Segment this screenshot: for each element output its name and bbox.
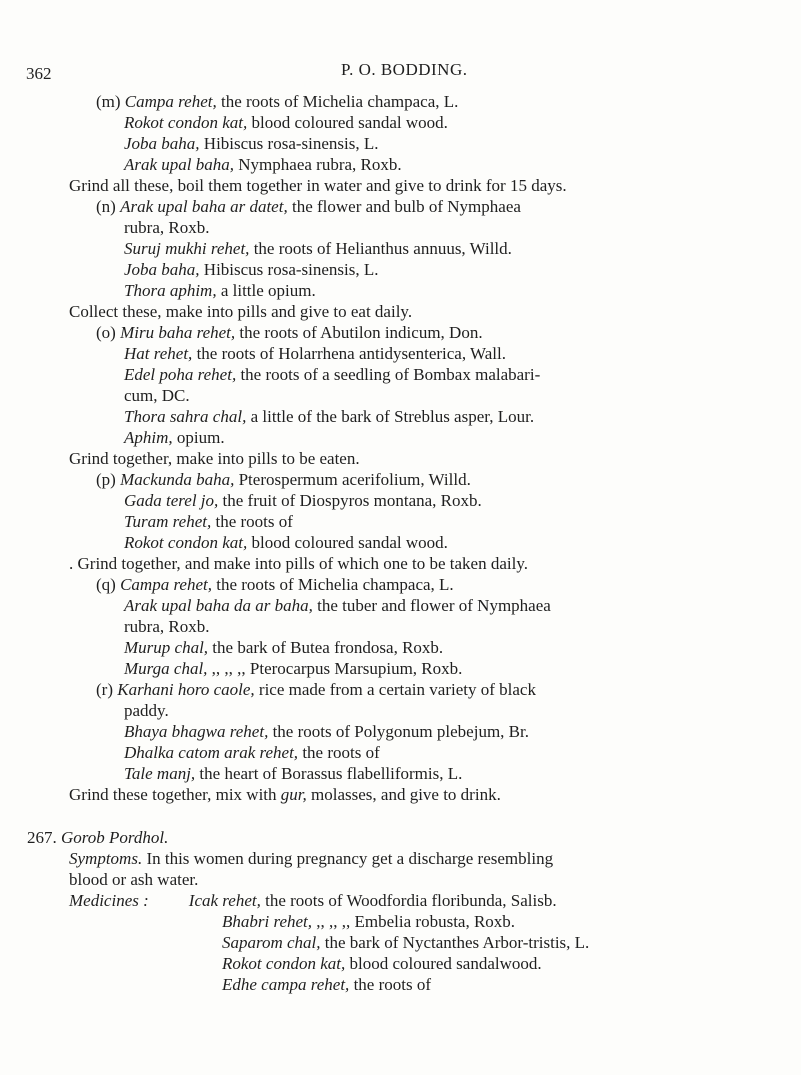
plant-description: Hibiscus rosa-sinensis, L. — [203, 260, 379, 279]
item-label: (o) — [96, 323, 116, 342]
text-line — [69, 869, 198, 890]
body-text: rubra, Roxb. — [124, 617, 210, 636]
plant-name: Gada terel jo, — [124, 491, 219, 510]
text-line — [124, 742, 380, 763]
text-line — [124, 532, 448, 553]
text-line — [124, 427, 225, 448]
text-line — [222, 911, 515, 932]
text-line — [96, 322, 483, 343]
text-line — [222, 974, 431, 995]
body-text: cum, DC. — [124, 386, 190, 405]
text-line — [124, 364, 540, 385]
plant-name: Tale manj, — [124, 764, 196, 783]
item-label: (q) — [96, 575, 116, 594]
plant-description: ,, ,, ,, Pterocarpus Marsupium, Roxb. — [211, 659, 463, 678]
body-text: paddy. — [124, 701, 169, 720]
item-label: (p) — [96, 470, 116, 489]
plant-name: Rokot condon kat, — [124, 113, 248, 132]
text-line — [124, 658, 462, 679]
plant-description: the roots of — [302, 743, 380, 762]
plant-name: Aphim, — [124, 428, 173, 447]
page-number: 362 — [26, 64, 52, 83]
item-label: (n) — [96, 197, 116, 216]
section-number: 267. — [27, 828, 57, 847]
body-text: . Grind together, and make into pills of which one to be taken daily. — [69, 554, 528, 573]
plant-description: the roots of — [353, 975, 431, 994]
text-line — [96, 574, 454, 595]
text-line — [124, 406, 534, 427]
plant-name: Turam rehet, — [124, 512, 212, 531]
plant-description: a little opium. — [220, 281, 316, 300]
term: gur, — [280, 785, 307, 804]
plant-description: the bark of Nyctanthes Arbor-tristis, L. — [324, 933, 590, 952]
plant-name: Hat rehet, — [124, 344, 193, 363]
text-line — [124, 238, 512, 259]
text-line — [124, 721, 529, 742]
plant-name: Dhalka catom arak rehet, — [124, 743, 299, 762]
plant-name: Arak upal baha, — [124, 155, 235, 174]
text-line — [96, 679, 536, 700]
plant-name: Suruj mukhi rehet, — [124, 239, 250, 258]
text-line — [96, 469, 471, 490]
text-line — [124, 133, 379, 154]
plant-description: the roots of Helianthus annuus, Willd. — [253, 239, 512, 258]
text-line — [124, 511, 293, 532]
plant-description: the roots of Polygonum plebejum, Br. — [272, 722, 529, 741]
plant-name: Campa rehet, — [120, 575, 212, 594]
plant-name: Rokot condon kat, — [222, 954, 346, 973]
plant-name: Joba baha, — [124, 134, 200, 153]
plant-name: Saparom chal, — [222, 933, 321, 952]
body-text: molasses, and give to drink. — [311, 785, 501, 804]
lead-label: Symptoms. — [69, 849, 143, 868]
plant-name: Thora aphim, — [124, 281, 217, 300]
plant-name: Murup chal, — [124, 638, 209, 657]
text-line — [124, 595, 551, 616]
plant-description: Hibiscus rosa-sinensis, L. — [203, 134, 379, 153]
body-text: Grind all these, boil them together in water and give to drink for 15 days. — [69, 176, 567, 195]
text-line — [124, 616, 209, 637]
plant-name: Joba baha, — [124, 260, 200, 279]
running-head: P. O. BODDING. — [341, 60, 468, 79]
plant-description: blood coloured sandalwood. — [349, 954, 542, 973]
body-text: Grind these together, mix with — [69, 785, 277, 804]
plant-description: the roots of a seedling of Bombax malabari- — [240, 365, 541, 384]
plant-description: the fruit of Diospyros montana, Roxb. — [222, 491, 482, 510]
body-text: Grind together, make into pills to be eaten. — [69, 449, 360, 468]
plant-name: Murga chal, — [124, 659, 208, 678]
plant-description: blood coloured sandal wood. — [251, 533, 448, 552]
plant-description: blood coloured sandal wood. — [251, 113, 448, 132]
text-line — [222, 932, 589, 953]
lead-label: Medicines : — [69, 891, 149, 910]
text-line — [69, 890, 557, 911]
text-line — [124, 217, 209, 238]
text-line — [124, 259, 379, 280]
text-line — [69, 175, 567, 196]
plant-name: Bhabri rehet, — [222, 912, 313, 931]
plant-name: Mackunda baha, — [120, 470, 235, 489]
plant-name: Rokot condon kat, — [124, 533, 248, 552]
text-line — [124, 700, 169, 721]
plant-description: Pterospermum acerifolium, Willd. — [238, 470, 471, 489]
plant-description: the roots of Holarrhena antidysenterica, Wall. — [196, 344, 506, 363]
plant-description: the tuber and flower of Nymphaea — [317, 596, 551, 615]
plant-description: a little of the bark of Streblus asper, Lour. — [250, 407, 535, 426]
plant-description: the heart of Borassus flabelliformis, L. — [199, 764, 463, 783]
text-line — [124, 385, 190, 406]
plant-description: the roots of Abutilon indicum, Don. — [239, 323, 483, 342]
plant-description: the roots of Woodfordia floribunda, Salisb. — [265, 891, 557, 910]
text-line — [124, 154, 402, 175]
body-text: Collect these, make into pills and give to eat daily. — [69, 302, 413, 321]
text-line — [124, 637, 443, 658]
text-line — [69, 301, 412, 322]
text-line — [96, 196, 521, 217]
plant-name: Thora sahra chal, — [124, 407, 247, 426]
plant-name: Edel poha rehet, — [124, 365, 237, 384]
text-line — [124, 280, 316, 301]
plant-name: Miru baha rehet, — [120, 323, 236, 342]
section-title: Gorob Pordhol. — [61, 828, 169, 847]
plant-description: rice made from a certain variety of black — [258, 680, 536, 699]
plant-name: Icak rehet, — [188, 891, 261, 910]
text-line — [69, 848, 553, 869]
text-line — [124, 343, 506, 364]
text-line — [69, 784, 501, 805]
text-line — [124, 763, 462, 784]
item-label: (r) — [96, 680, 113, 699]
text-line — [69, 553, 528, 574]
plant-name: Arak upal baha da ar baha, — [124, 596, 313, 615]
plant-description: the roots of Michelia champaca, L. — [216, 575, 454, 594]
text-line — [222, 953, 542, 974]
plant-description: Nymphaea rubra, Roxb. — [238, 155, 402, 174]
plant-description: the roots of Michelia champaca, L. — [220, 92, 459, 111]
plant-description: ,, ,, ,, Embelia robusta, Roxb. — [316, 912, 516, 931]
body-text: blood or ash water. — [69, 870, 199, 889]
plant-description: the bark of Butea frondosa, Roxb. — [212, 638, 444, 657]
item-label: (m) — [96, 92, 121, 111]
body-text: rubra, Roxb. — [124, 218, 210, 237]
plant-description: the roots of — [215, 512, 293, 531]
plant-name: Arak upal baha ar datet, — [120, 197, 288, 216]
plant-name: Campa rehet, — [124, 92, 217, 111]
body-text: In this women during pregnancy get a discharge resembling — [146, 849, 554, 868]
plant-name: Edhe campa rehet, — [222, 975, 350, 994]
text-line — [27, 827, 168, 848]
text-line — [69, 448, 360, 469]
plant-description: opium. — [176, 428, 225, 447]
text-line — [124, 112, 448, 133]
plant-name: Bhaya bhagwa rehet, — [124, 722, 269, 741]
plant-name: Karhani horo caole, — [117, 680, 255, 699]
text-line — [124, 490, 482, 511]
text-line — [96, 91, 458, 112]
plant-description: the flower and bulb of Nymphaea — [291, 197, 521, 216]
